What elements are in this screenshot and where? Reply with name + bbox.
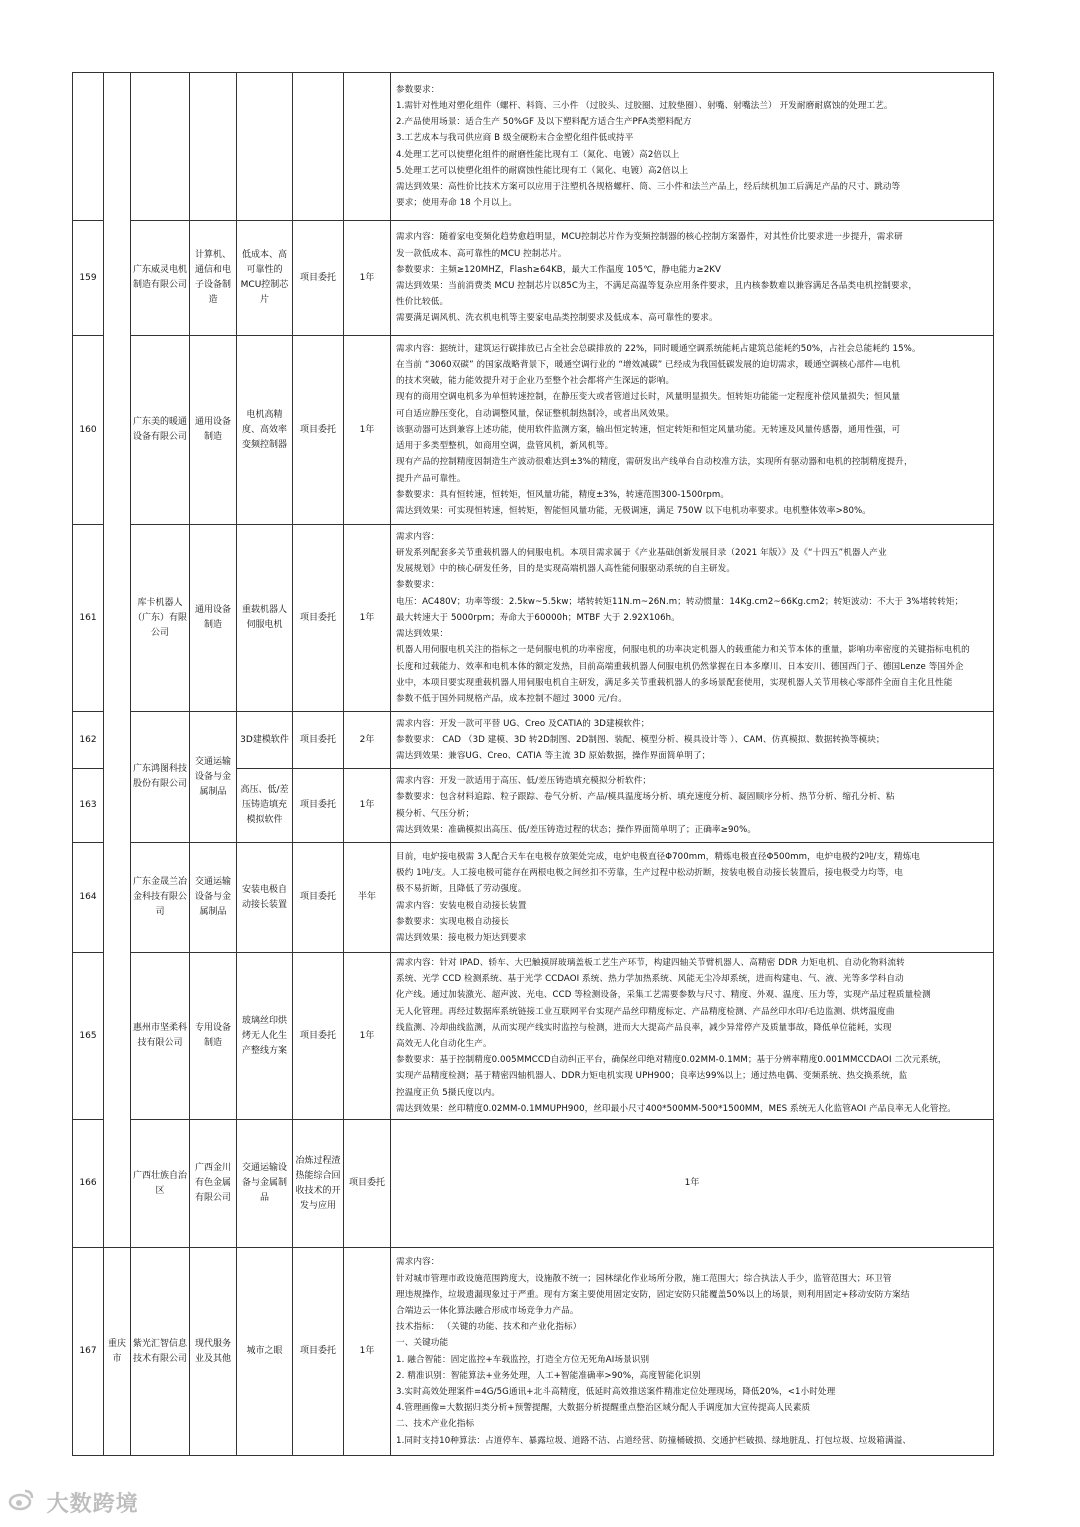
- industry-cell: 交通运输设备与金属制品: [237, 1120, 293, 1248]
- row-number: 161: [73, 525, 104, 712]
- company-cell: 广东鸿图科技股份有限公司: [131, 712, 190, 843]
- row-number: 163: [73, 769, 104, 843]
- period-cell: 1年: [344, 1248, 391, 1456]
- period-cell: [344, 73, 391, 221]
- industry-cell: 通用设备制造: [190, 336, 237, 525]
- period-cell: 1年: [344, 769, 391, 843]
- product-cell: 冶炼过程渣热能综合回收技术的开发与应用: [293, 1120, 344, 1248]
- row-number: [73, 73, 104, 221]
- period-cell: 半年: [344, 843, 391, 953]
- industry-cell: 交通运输设备与金属制品: [190, 843, 237, 953]
- table-row: [73, 336, 994, 525]
- company-cell: 惠州市坚柔科技有限公司: [131, 953, 190, 1120]
- row-number: 164: [73, 843, 104, 953]
- requirement-cell: 目前，电炉接电极需 3人配合天车在电极存放架处完成，电炉电极直径Φ700mm，精炼电极直径Φ500mm，电炉电极约2吨/支，精炼电 极约 1吨/支。人工接电极可能存在两根电极之间丝扣不劳靠，生产过程中松动折断，按装电极自动接长装置后，接电极受力均等，电 极不易折断，且降低了劳动强度。 需求内容：安装电极自动接长装置 参数要求：实现电极自动接长 需达到效果：接电极力矩达到要求: [391, 843, 994, 953]
- company-cell: 广西金川有色金属有限公司: [190, 1120, 237, 1248]
- period-cell: 1年: [344, 525, 391, 712]
- requirement-cell: 需求内容：随着家电变频化趋势愈趋明显，MCU控制芯片作为变频控制器的核心控制方案器件，对其性价比要求进一步提升，需求研 发一款低成本、高可靠性的MCU 控制芯片。 参数要求：主频≥120MHZ，Flash≥64KB，最大工作温度 105℃，静电能力≥2KV 需达到效果：当前消费类 MCU 控制芯片以85C为主，不满足高温等复杂应用条件要求，且内核参数难以兼容满足各品类电机控制要求， 性价比较低。 需要满足调风机、洗衣机电机等主要家电品类控制要求及低成本、高可靠性的要求。: [391, 221, 994, 336]
- company-cell: [131, 73, 190, 221]
- company-cell: 紫光汇智信息技术有限公司: [131, 1248, 190, 1456]
- requirement-cell: 需求内容：针对 IPAD、轿车、大巴触摸屏玻璃盖板工艺生产环节，构建四轴关节臂机器人、高精密 DDR 力矩电机、自动化物料流转 系统、光学 CCD 检测系统、基于光学 CCDAOI 系统、热力学加热系统、风能无尘冷却系统，进而构建电、气、液、光等多学科自动 化产线。通过加装激光、超声波、光电、CCD 等检测设备，采集工艺需要参数与尺寸、精度、外观、温度、压力等，实现产品过程质量检测 无人化管理。再经过数据库系统链接工业互联网平台实现产品丝印精度标定、产品精度检测、产品丝印水印/毛边监测、烘烤温度曲 线监测、冷却曲线监测，从而实现产线实时监控与检测，进而大大提高产品良率，减少异常停产及质量事故，降低单位能耗，实现 高效无人化自动化生产。 参数要求：基于控制精度0.005MMCCD自动纠正平台，确保丝印绝对精度0.02MM-0.1MM；基于分辨率精度0.001MMCCDAOI 二次元系统， 实现产品精度检测；基于精密四轴机器人、DDR力矩电机实现 UPH900；良率达99%以上；通过热电偶、变频系统、热交换系统，监 控温度正负 5摄氏度以内。 需达到效果：丝印精度0.02MM-0.1MMUPH900，丝印最小尺寸400*500MM-500*1500MM，MES 系统无人化监管AOI 产品良率无人化管控。: [391, 953, 994, 1120]
- industry-cell: [190, 73, 237, 221]
- industry-cell: 计算机、通信和电子设备制造: [190, 221, 237, 336]
- method-cell: 项目委托: [344, 1120, 391, 1248]
- table-row: [73, 712, 994, 769]
- company-cell: 广东美的暖通设备有限公司: [131, 336, 190, 525]
- product-cell: 安装电极自动接长装置: [237, 843, 293, 953]
- period-cell: 1年: [344, 336, 391, 525]
- requirement-cell: 需求内容： 研发系列配套多关节重载机器人的伺服电机。本项目需求属于《产业基础创新发展目录（2021 年版）》及《“十四五”机器人产业 发展规划》中的核心研发任务，目的是实现高端机器人高性能伺服驱动系统的自主研发。 参数要求： 电压：AC480V；功率等级：2.5kw~5.5kw；堵转转矩11N.m~26N.m；转动惯量：14Kg.cm2~66Kg.cm2；转矩波动：不大于 3%堵转转矩； 最大转速大于 5000rpm；寿命大于60000h；MTBF 大于 2.92X106h。 需达到效果： 机器人用伺服电机关注的指标之一是伺服电机的功率密度，伺服电机的功率决定机器人的载重能力和关节本体的重量，影响功率密度的关键指标电机的 长度和过载能力、效率和电机本体的额定发热，目前高端重载机器人伺服电机仍然掌握在日本多摩川、日本安川、德国西门子、德国Lenze 等国外企 业中，本项目要实现重载机器人用伺服电机自主研发，满足多关节重载机器人的多场景配套使用，实现机器人关节用核心零部件全面自主化且性能 参数不低于国外同规格产品，成本控制不超过 3000 元/台。: [391, 525, 994, 712]
- method-cell: 项目委托: [293, 712, 344, 769]
- product-cell: 重载机器人伺服电机: [237, 525, 293, 712]
- requirement-cell: 需求内容： 针对城市管理市政设施范围跨度大，设施散不统一；园林绿化作业场所分散，施工范围大；综合执法人手少，监管范围大；环卫管 理违规操作，垃圾遗漏现象过于严重。现有方案主要使用固定安防，固定安防只能覆盖50%以上的场景，则利用固定+移动安防方案结 合端边云一体化算法融合形成市场竞争力产品。 技术指标： （关键的功能、技术和产业化指标） 一、关键功能 1. 融合智能：固定监控+车载监控，打造全方位无死角AI场景识别 2. 精准识别：智能算法+业务处理，人工+智能准确率>90%，高度智能化识别 3.实时高效处理案件=4G/5G通讯+北斗高精度，低延时高效推送案件精准定位处理现场，降低20%，<1小时处理 4.管理画像=大数据归类分析+预警提醒，大数据分析提醒重点整治区域分配人手调度加大宣传提高人民素质 二、技术产业化指标 1.同时支持10种算法：占道停车、暴露垃圾、道路不洁、占道经营、防撞桶破损、交通护栏破损、绿地脏乱、打包垃圾、垃圾箱满溢、: [391, 1248, 994, 1456]
- method-cell: 项目委托: [293, 336, 344, 525]
- method-cell: [293, 73, 344, 221]
- table-row: [73, 953, 994, 1120]
- row-number: 167: [73, 1248, 104, 1456]
- watermark: [8, 1487, 139, 1517]
- region-cell: 广西壮族自治区: [131, 1120, 190, 1248]
- method-cell: 项目委托: [293, 221, 344, 336]
- row-number: 165: [73, 953, 104, 1120]
- period-cell: 2年: [344, 712, 391, 769]
- method-cell: 项目委托: [293, 525, 344, 712]
- industry-cell: 专用设备制造: [190, 953, 237, 1120]
- industry-cell: 现代服务业及其他: [190, 1248, 237, 1456]
- table-row: [73, 221, 994, 336]
- product-cell: 电机高精度、高效率变频控制器: [237, 336, 293, 525]
- requirement-cell: 需求内容：开发一款适用于高压、低/差压铸造填充模拟分析软件； 参数要求：包含材料追踪、粒子跟踪、卷气分析、产品/模具温度场分析、填充速度分析、凝固顺序分析、热节分析、缩孔分析、粘 模分析、气压分析； 需达到效果：准确模拟出高压、低/差压铸造过程的状态；操作界面简单明了；正确率≥90%。: [391, 769, 994, 843]
- table-row: [73, 73, 994, 221]
- table-row: [73, 1120, 994, 1248]
- row-number: 160: [73, 336, 104, 525]
- row-number: 162: [73, 712, 104, 769]
- requirement-cell: 需求内容：开发一款可平替 UG、Creo 及CATIA的 3D建模软件； 参数要求： CAD （3D 建模、3D 转2D制图、2D制图、装配、模型分析、模具设计等 ）、CAM、仿真模拟、数据转换等模块； 需达到效果：兼容UG、Creo、CATIA 等主流 3D 原始数据，操作界面简单明了；: [391, 712, 994, 769]
- company-cell: 广东金晟兰冶金科技有限公司: [131, 843, 190, 953]
- region-cell: [104, 73, 131, 1248]
- product-cell: 玻璃丝印烘烤无人化生产整线方案: [237, 953, 293, 1120]
- period-cell: 1年: [344, 221, 391, 336]
- method-cell: 项目委托: [293, 843, 344, 953]
- method-cell: 项目委托: [293, 769, 344, 843]
- industry-cell: 交通运输设备与金属制品: [190, 712, 237, 843]
- industry-cell: 通用设备制造: [190, 525, 237, 712]
- product-cell: 低成本、高可靠性的MCU控制芯片: [237, 221, 293, 336]
- requirement-cell: 参数要求： 1.需针对性地对塑化组件（螺杆、料筒、三小件 （过胶头、过胶圈、过胶垫圈）、射嘴、射嘴法兰） 开发耐磨耐腐蚀的处理工艺。 2.产品使用场景：适合生产 50%GF 及以下塑料配方适合生产PFA类塑料配方 3.工艺成本与我司供应商 B 级全硬粉末合金塑化组件低或持平 4.处理工艺可以使塑化组件的耐磨性能比现有工（氮化、电镀）高2倍以上 5.处理工艺可以使塑化组件的耐腐蚀性能比现有工（氮化、电镀）高2倍以上 需达到效果：高性价比技术方案可以应用于注塑机各规格螺杆、筒、三小件和法兰产品上，经后续机加工后满足产品的尺寸、跳动等 要求；使用寿命 18 个月以上。: [391, 73, 994, 221]
- product-cell: 3D建模软件: [237, 712, 293, 769]
- requirement-cell: 需求内容：据统计，建筑运行碳排放已占全社会总碳排放的 22%，同时暖通空调系统能耗占建筑总能耗约50%，占社会总能耗约 15%。 在当前 “3060双碳” 的国家战略背景下，暖通空调行业的 “增效减碳” 已经成为我国低碳发展的迫切需求，暖通空调核心部件—电机 的技术突破，能力能效提升对于企业乃至整个社会都将产生深远的影响。 现有的商用空调电机多为单恒转速控制，在静压变大或者管道过长时，风量明显损失。恒转矩功能能一定程度补偿风量损失；恒风量 可自适应静压变化，自动调整风量，保证整机制热制冷，或者出风效果。 该驱动器可达到兼容上述功能，使用软件监测方案，输出恒定转速，恒定转矩和恒定风量功能。无转速及风量传感器，通用性强，可 适用于多类型整机，如商用空调，盘管风机，新风机等。 现有产品的控制精度因制造生产波动很难达到±3%的精度，需研发出产线单台自动校准方法，实现所有驱动器和电机的控制精度提升， 提升产品可靠性。 参数要求：具有恒转速，恒转矩，恒风量功能，精度±3%，转速范围300-1500rpm。 需达到效果：可实现恒转速，恒转矩，智能恒风量功能，无极调速，满足 750W 以下电机功率要求。电机整体效率>80%。: [391, 336, 994, 525]
- row-number: 166: [73, 1120, 104, 1248]
- company-cell: 广东威灵电机制造有限公司: [131, 221, 190, 336]
- product-cell: [237, 73, 293, 221]
- method-cell: 项目委托: [293, 953, 344, 1120]
- weibo-icon: [8, 1492, 43, 1517]
- table-row: [73, 525, 994, 712]
- watermark-text: 大数跨境: [46, 1492, 139, 1517]
- method-cell: 项目委托: [293, 1248, 344, 1456]
- table-row: [73, 843, 994, 953]
- period-cell: 1年: [344, 953, 391, 1120]
- period-cell: 1年: [391, 1120, 994, 1248]
- table-row: [73, 1248, 994, 1456]
- product-cell: 高压、低/差压铸造填充模拟软件: [237, 769, 293, 843]
- row-number: 159: [73, 221, 104, 336]
- region-cell: 重庆市: [104, 1248, 131, 1456]
- product-cell: 城市之眼: [237, 1248, 293, 1456]
- company-cell: 库卡机器人（广东）有限公司: [131, 525, 190, 712]
- requirements-table: [72, 72, 994, 1456]
